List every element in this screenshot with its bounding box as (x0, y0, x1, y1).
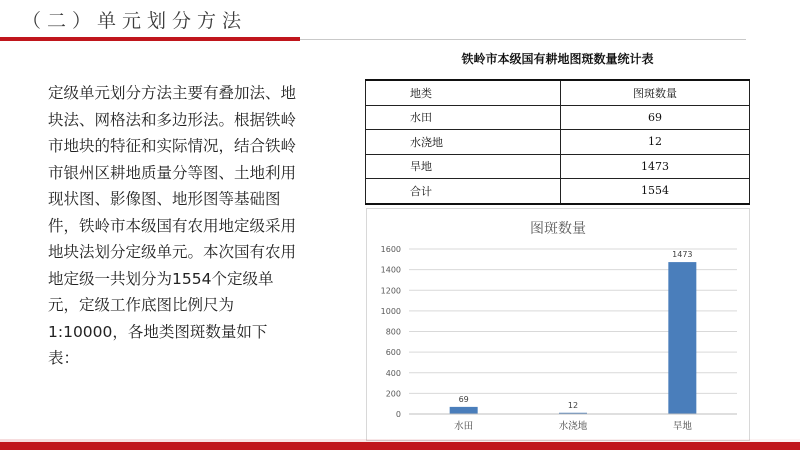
table-row (366, 105, 750, 130)
chart-canvas (367, 209, 749, 440)
table-title: 铁岭市本级国有耕地图斑数量统计表 (461, 52, 654, 66)
table-header-cell: 地类 (366, 80, 561, 105)
body-paragraph: 定级单元划分方法主要有叠加法、地块法、网格法和多边形法。根据铁岭市地块的特征和实际情况，结合铁岭市银州区耕地质量分等图、土地利用现状图、影像图、地形图等基础图件，铁岭市本级国有农用地定级采用地块法划分定级单元。本次国有农用地定级一共划分为1554个定级单元，定级工作底图比例尺为1:10000，各地类图斑数量如下表： (48, 84, 297, 367)
table-cell: 水田 (366, 105, 561, 130)
table-header-row (366, 80, 750, 105)
y-tick-label: 1600 (380, 245, 401, 254)
slide-title: （二）单元划分方法 (22, 10, 248, 32)
y-tick-label: 200 (385, 389, 401, 399)
title-rule-red (0, 37, 300, 41)
table-row (366, 130, 750, 155)
table-cell: 旱地 (366, 154, 561, 179)
x-tick-label: 水田 (454, 421, 474, 432)
x-tick-label: 水浇地 (558, 421, 588, 432)
table-cell: 1554 (561, 179, 750, 204)
y-tick-label: 0 (395, 410, 401, 419)
table-cell: 水浇地 (366, 130, 561, 155)
y-tick-label: 400 (385, 368, 401, 378)
table-cell: 1473 (561, 154, 750, 179)
table-header-cell: 图斑数量 (561, 80, 750, 105)
y-tick-label: 800 (385, 327, 401, 337)
bar-chart (366, 208, 750, 441)
table-row (366, 154, 750, 179)
y-tick-label: 1000 (380, 306, 401, 316)
x-tick-label: 旱地 (672, 421, 692, 432)
stats-table (365, 79, 750, 205)
table-cell: 12 (561, 130, 750, 155)
bar (450, 407, 478, 414)
bar (668, 262, 696, 414)
table-row (366, 179, 750, 204)
y-tick-label: 1200 (380, 286, 401, 296)
table-cell: 合计 (366, 179, 561, 204)
y-tick-label: 1400 (380, 265, 401, 275)
y-tick-label: 600 (385, 348, 401, 358)
footer-bar (0, 442, 800, 450)
chart-title: 图斑数量 (530, 221, 586, 237)
data-label: 1473 (672, 250, 693, 260)
table-cell: 69 (561, 105, 750, 130)
data-label: 12 (567, 400, 579, 410)
data-label: 69 (458, 394, 469, 404)
title-rule-grey (300, 39, 746, 40)
